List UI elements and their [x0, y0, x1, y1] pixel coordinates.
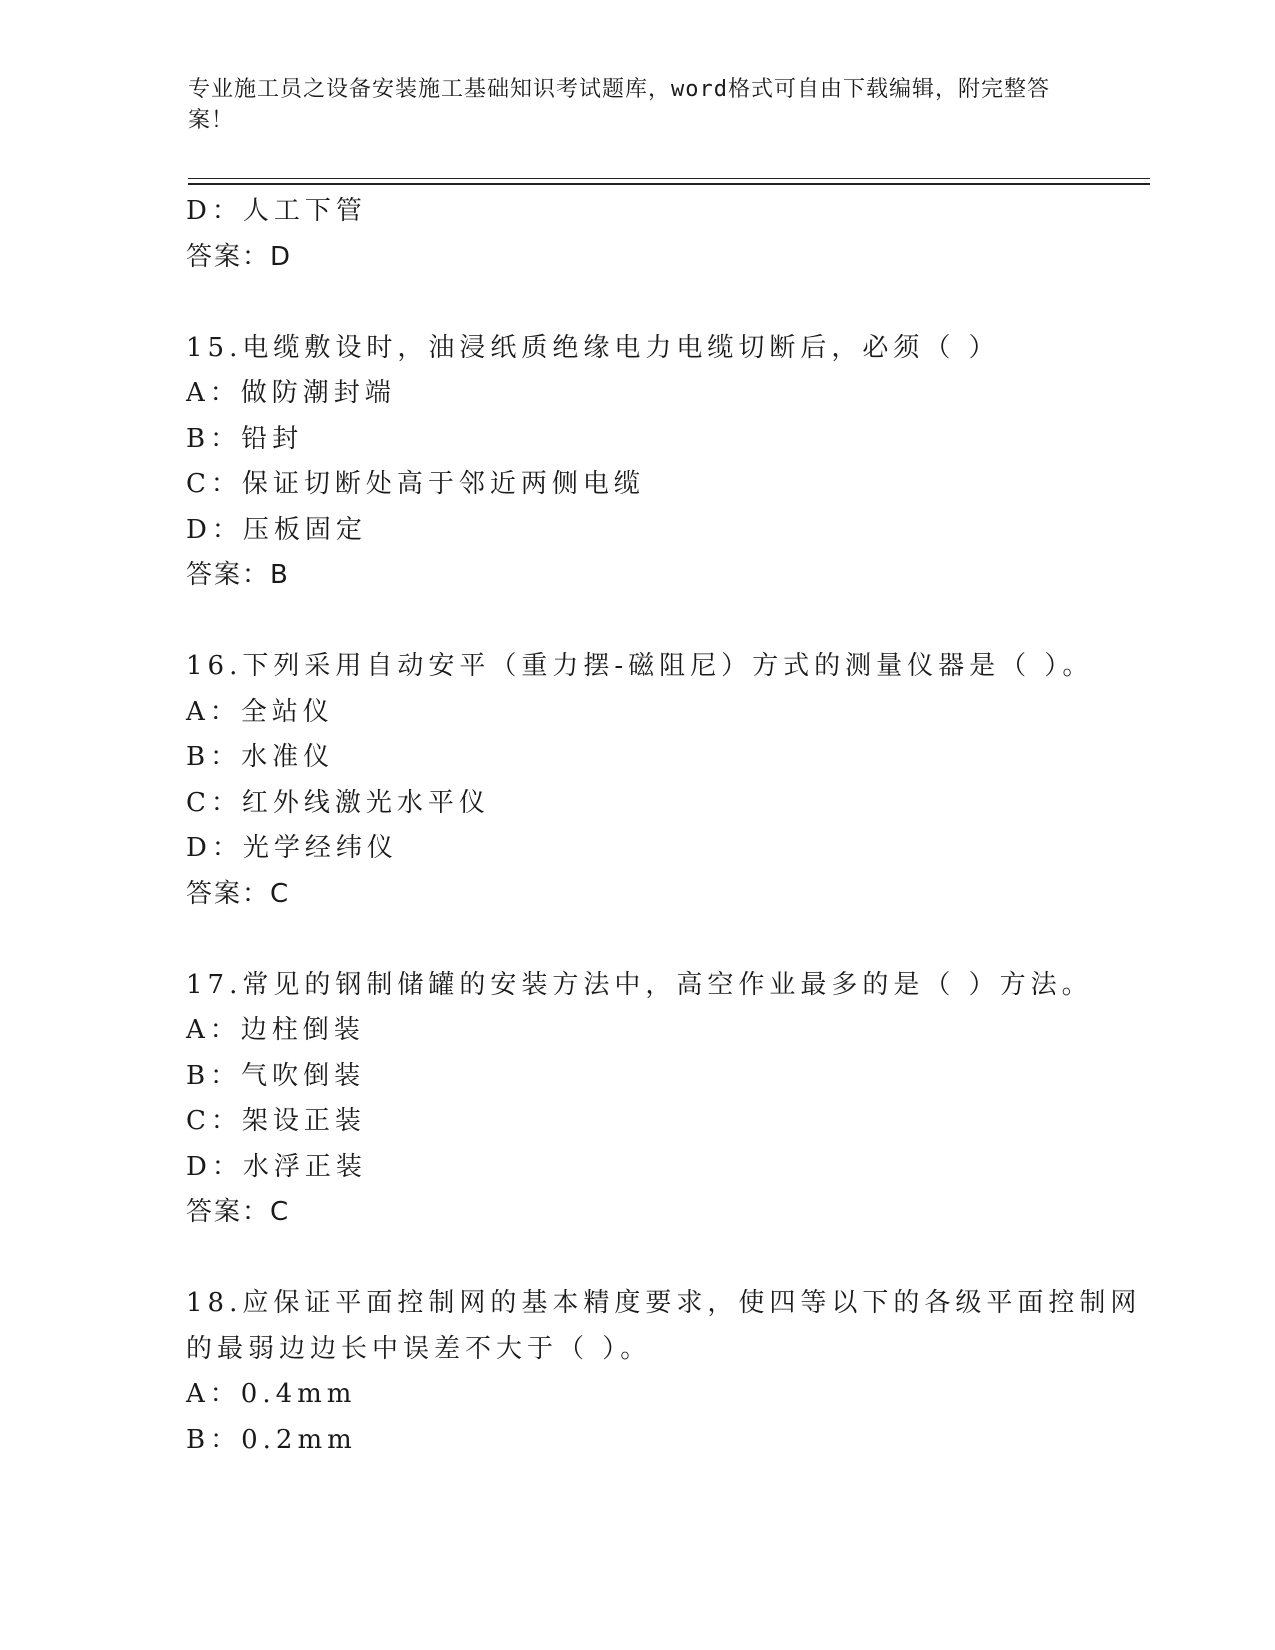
option-c: C：架设正装 — [186, 1106, 366, 1136]
option-a: A：边柱倒装 — [186, 1015, 365, 1045]
option-b: B：气吹倒装 — [186, 1060, 366, 1091]
option-a: A：做防潮封端 — [186, 378, 396, 408]
spacer — [186, 280, 1086, 326]
spacer — [186, 917, 1086, 963]
question-list — [186, 189, 1142, 1463]
document-header — [188, 74, 1068, 136]
question-15 — [186, 326, 1086, 599]
option-b: B：水准仪 — [186, 742, 335, 772]
option-d: D：压板固定 — [186, 514, 367, 545]
option-d: D：光学经纬仪 — [186, 833, 398, 863]
header-title: 专业施工员之设备安装施工基础知识考试题库，word格式可自由下载编辑，附完整答案！ — [188, 77, 1050, 133]
answer-line: 答案：C — [186, 878, 291, 909]
question-17 — [186, 963, 1093, 1236]
option-c: C：红外线激光水平仪 — [186, 787, 490, 818]
question-stem-line-1: 18.应保证平面控制网的基本精度要求，使四等以下的各级平面控制网 — [186, 1288, 1142, 1318]
answer-line: 答案：C — [186, 1197, 291, 1227]
question-16 — [186, 644, 1094, 917]
question-stem: 16.下列采用自动安平（重力摆-磁阻尼）方式的测量仪器是（ ）。 — [186, 651, 1094, 681]
option-a: A：0.4mm — [186, 1379, 357, 1409]
question-stem: 15.电缆敷设时，油浸纸质绝缘电力电缆切断后，必须（ ） — [186, 332, 1000, 363]
option-d: D：人工下管 — [186, 196, 367, 226]
question-14-tail — [186, 189, 1086, 280]
answer-line: 答案：D — [186, 241, 293, 272]
option-b: B：0.2mm — [186, 1424, 357, 1455]
answer-line: 答案：B — [186, 560, 290, 590]
option-b: B：铅封 — [186, 423, 304, 454]
header-divider-top — [188, 178, 1150, 179]
spacer — [186, 599, 1086, 645]
option-c: C：保证切断处高于邻近两侧电缆 — [186, 469, 645, 499]
question-stem: 17.常见的钢制储罐的安装方法中，高空作业最多的是（ ）方法。 — [186, 969, 1093, 1000]
question-18 — [186, 1281, 1142, 1463]
spacer — [186, 1236, 1086, 1282]
option-d: D：水浮正装 — [186, 1151, 367, 1182]
question-stem-line-2: 的最弱边边长中误差不大于（ ）。 — [186, 1333, 652, 1364]
option-a: A：全站仪 — [186, 696, 334, 727]
header-divider-bottom — [188, 183, 1150, 185]
